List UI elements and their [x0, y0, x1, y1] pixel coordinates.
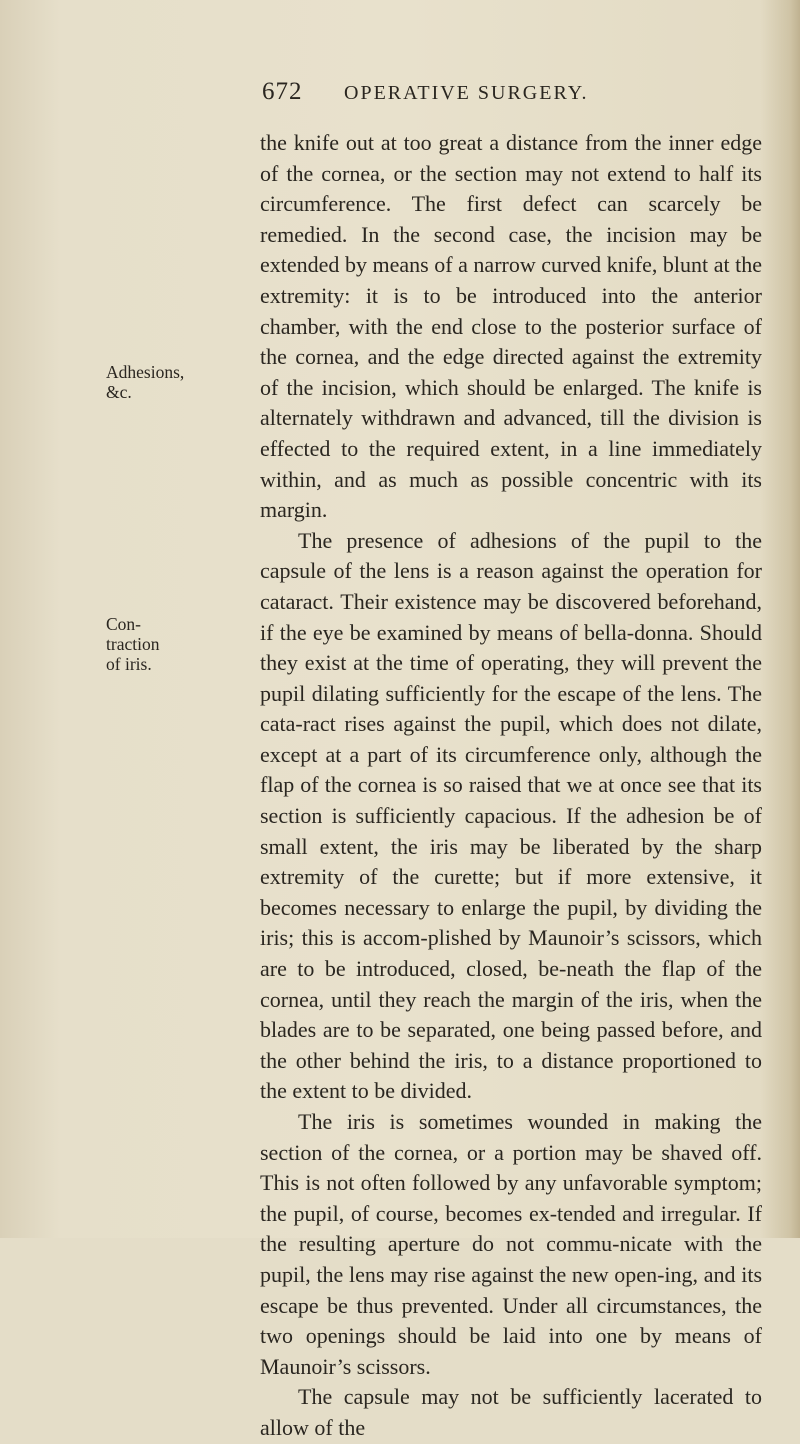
paragraph-continuation: the knife out at too great a distance from the inner edge of the cornea, or the section may not extend to half its circumference. The first defect can scarcely be remedied. In the second case, the incision may be extended by means of a narrow curved knife, blunt at the extremity: it is to be introduced into the anterior chamber, with the end close to the posterior surface of the cornea, and the edge directed against the extremity of the incision, which should be enlarged. The knife is alternately withdrawn and advanced, till the division is effected to the required extent, in a line immediately within, and as much as possible concentric with its margin.	[260, 130, 762, 523]
sidenote-line: Con-	[106, 614, 141, 634]
paragraph-capsule: The capsule may not be sufficiently lacerated to allow of the	[260, 1384, 762, 1440]
running-head	[262, 78, 762, 118]
sidenote-adhesions	[106, 362, 236, 402]
body-text	[260, 128, 762, 1444]
page-number: 672	[262, 78, 303, 105]
sidenote-line: Adhesions,	[106, 362, 185, 382]
paragraph-iris-wounded: The iris is sometimes wounded in making the section of the cornea, or a portion may be shaved off. This is not often followed by any unfavorable symptom; the pupil, of course, becomes ex-tended and irregular. If the resulting aperture do not commu-nicate with the pupil, the lens may rise against the new open-ing, and its escape be thus prevented. Under all circumstances, the two openings should be laid into one by means of Maunoir’s scissors.	[260, 1109, 762, 1379]
sidenote-contraction-of-iris	[106, 614, 236, 674]
running-title: OPERATIVE SURGERY.	[344, 82, 589, 104]
sidenote-line: of iris.	[106, 654, 152, 674]
sidenote-line: &c.	[106, 382, 132, 402]
sidenote-line: traction	[106, 634, 160, 654]
paragraph-adhesions: The presence of adhesions of the pupil to the capsule of the lens is a reason against the operation for cataract. Their existence may be discovered beforehand, if the eye be examined by means of bella-donna. Should they exist at the time of operating, they will prevent the pupil dilating sufficiently for the escape of the lens. The cata-ract rises against the pupil, which does not dilate, except at a part of its circumference only, although the flap of the cornea is so raised that we at once see that its section is sufficiently capacious. If the adhesion be of small extent, the iris may be liberated by the sharp extremity of the curette; but if more extensive, it becomes necessary to enlarge the pupil, by dividing the iris; this is accom-plished by Maunoir’s scissors, which are to be introduced, closed, be-neath the flap of the cornea, until they reach the margin of the iris, when the blades are to be separated, one being passed before, and the other behind the iris, to a distance proportioned to the extent to be divided.	[260, 527, 762, 1104]
